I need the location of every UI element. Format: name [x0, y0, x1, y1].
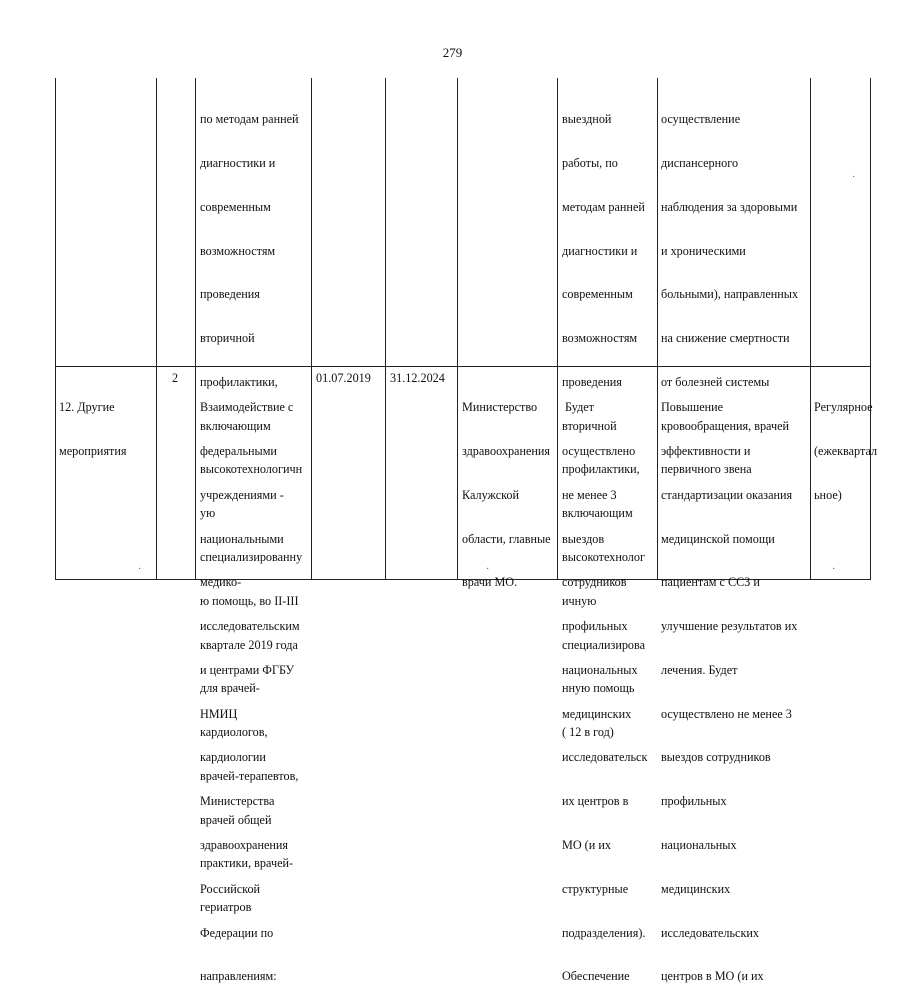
grid-vline	[156, 78, 157, 580]
text-line: выездов	[562, 531, 605, 546]
text-line: здравоохранения	[200, 838, 289, 852]
text-line: структурные	[562, 881, 629, 896]
text-line: национальными	[200, 531, 284, 546]
text-line: направлениям:	[200, 969, 277, 984]
scan-speck: ·	[832, 564, 836, 575]
text-line: Обеспечение	[562, 969, 630, 984]
text-line: методам ранней	[562, 199, 645, 214]
text-line: ичную	[562, 593, 597, 608]
text-line: включающим	[200, 418, 271, 433]
text-line: эффективности и	[661, 443, 751, 458]
text-line: диагностики и	[200, 155, 276, 170]
text-line: Министерства	[200, 794, 275, 809]
row2-responsible-cell	[462, 371, 551, 605]
row2-frequency-cell	[814, 371, 877, 517]
grid-vline	[557, 78, 558, 580]
text-line: национальных	[562, 662, 638, 677]
text-line: исследовательских	[661, 925, 759, 940]
text-line: осуществлено	[562, 443, 636, 458]
text-line: включающим	[562, 506, 633, 521]
text-line: гериатров	[200, 900, 252, 915]
text-line: медико-	[200, 575, 242, 590]
text-line: исследовательским	[200, 619, 300, 634]
text-line: области, главные	[462, 531, 551, 546]
page-number: 279	[442, 45, 463, 60]
text-line: нную помощь	[562, 681, 635, 696]
text-line: улучшение результатов их	[661, 619, 798, 634]
text-line: Повышение	[661, 400, 724, 415]
grid-vline	[311, 78, 312, 580]
text-line: выездов сотрудников	[661, 750, 771, 765]
text-line: диагностики и	[562, 243, 638, 258]
text-line: современным	[200, 199, 271, 214]
text-line: (ежеквартал	[814, 443, 878, 458]
text-line: возможностям	[562, 331, 638, 346]
text-line: сотрудников	[562, 575, 627, 590]
text-line: Российской	[200, 881, 261, 896]
text-line: врачей общей	[200, 812, 272, 827]
text-line: мероприятия	[59, 443, 127, 458]
text-line: медицинской помощи	[661, 531, 775, 546]
grid-vline	[195, 78, 196, 580]
text-line: на снижение смертности	[661, 331, 790, 346]
row2-section-cell	[59, 371, 127, 473]
text-line: проведения	[200, 287, 260, 302]
text-line: центров в МО (и их	[661, 969, 764, 984]
text-line: врачи МО.	[462, 575, 518, 590]
row2-effect-cell	[661, 371, 797, 999]
grid-vline	[657, 78, 658, 580]
row2-end-date-cell: 31.12.2024	[390, 371, 445, 385]
text-line: врачей-терапевтов,	[200, 768, 299, 783]
text-line: квартале 2019 года	[200, 637, 298, 652]
text-line: диспансерного	[661, 155, 739, 170]
text-line: и хроническими	[661, 243, 746, 258]
text-line: исследовательск	[562, 750, 648, 765]
text-line: подразделения).	[562, 925, 646, 940]
grid-vline	[457, 78, 458, 580]
text-line: национальных	[661, 838, 737, 852]
text-line: Федерации по	[200, 925, 274, 940]
scan-speck: ·	[486, 564, 490, 575]
text-line: от болезней системы	[661, 374, 770, 389]
text-line: ую	[200, 506, 216, 521]
text-line: пациентам с ССЗ и	[661, 575, 760, 590]
grid-vline	[810, 78, 811, 580]
text-line: не менее 3	[562, 487, 617, 502]
text-line: больными), направленных	[661, 287, 799, 302]
text-line: современным	[562, 287, 633, 302]
text-line: медицинских	[562, 706, 632, 721]
scan-speck: ·	[138, 564, 142, 575]
text-line: по методам ранней	[200, 112, 299, 127]
text-line: кровообращения, врачей	[661, 418, 790, 433]
text-line: медицинских	[661, 881, 731, 896]
text-line: выездной	[562, 112, 612, 127]
text-line: вторичной	[200, 331, 255, 346]
grid-vline	[385, 78, 386, 580]
text-line: осуществлено не менее 3	[661, 706, 792, 721]
text-line: федеральными	[200, 443, 277, 458]
text-line: для врачей-	[200, 681, 260, 696]
text-line: высокотехнолог	[562, 550, 645, 564]
row2-result-cell	[562, 371, 647, 999]
text-line: ю помощь, во II-III	[200, 593, 299, 608]
text-line: ьное)	[814, 487, 842, 502]
text-line: Министерство	[462, 400, 538, 415]
text-line: их центров в	[562, 794, 629, 809]
text-line: специализированну	[200, 550, 303, 564]
text-line: проведения	[562, 374, 622, 389]
text-line: лечения. Будет	[661, 662, 738, 677]
row2-start-date-cell: 01.07.2019	[316, 371, 371, 385]
text-line: работы, по	[562, 155, 618, 170]
text-line: первичного звена	[661, 462, 752, 477]
text-line: учреждениями -	[200, 487, 284, 502]
text-line: осуществление	[661, 112, 741, 127]
text-line: НМИЦ	[200, 706, 238, 721]
grid-vline	[55, 78, 56, 580]
text-line: Будет	[562, 400, 595, 415]
text-line: высокотехнологичн	[200, 462, 303, 477]
text-line: кардиологии	[200, 750, 266, 765]
text-line: кардиологов,	[200, 725, 268, 740]
text-line: 12. Другие	[59, 400, 115, 415]
text-line: наблюдения за здоровыми	[661, 199, 798, 214]
text-line: профильных	[661, 794, 727, 809]
text-line: МО (и их	[562, 838, 611, 852]
text-line: профильных	[562, 619, 628, 634]
text-line: профилактики,	[562, 462, 640, 477]
text-line: профилактики,	[200, 374, 278, 389]
row2-number-cell: 2	[172, 371, 179, 385]
text-line: Регулярное	[814, 400, 873, 415]
text-line: стандартизации оказания	[661, 487, 793, 502]
text-line: возможностям	[200, 243, 276, 258]
row2-event-cell	[200, 371, 303, 999]
text-line: Взаимодействие с	[200, 400, 294, 415]
text-line: специализирова	[562, 637, 646, 652]
text-line: здравоохранения	[462, 443, 551, 458]
text-line: Калужской	[462, 487, 520, 502]
text-line: ( 12 в год)	[562, 725, 614, 740]
text-line: вторичной	[562, 418, 617, 433]
scan-speck: ·	[852, 172, 856, 183]
text-line: практики, врачей-	[200, 856, 294, 871]
text-line: и центрами ФГБУ	[200, 662, 295, 677]
